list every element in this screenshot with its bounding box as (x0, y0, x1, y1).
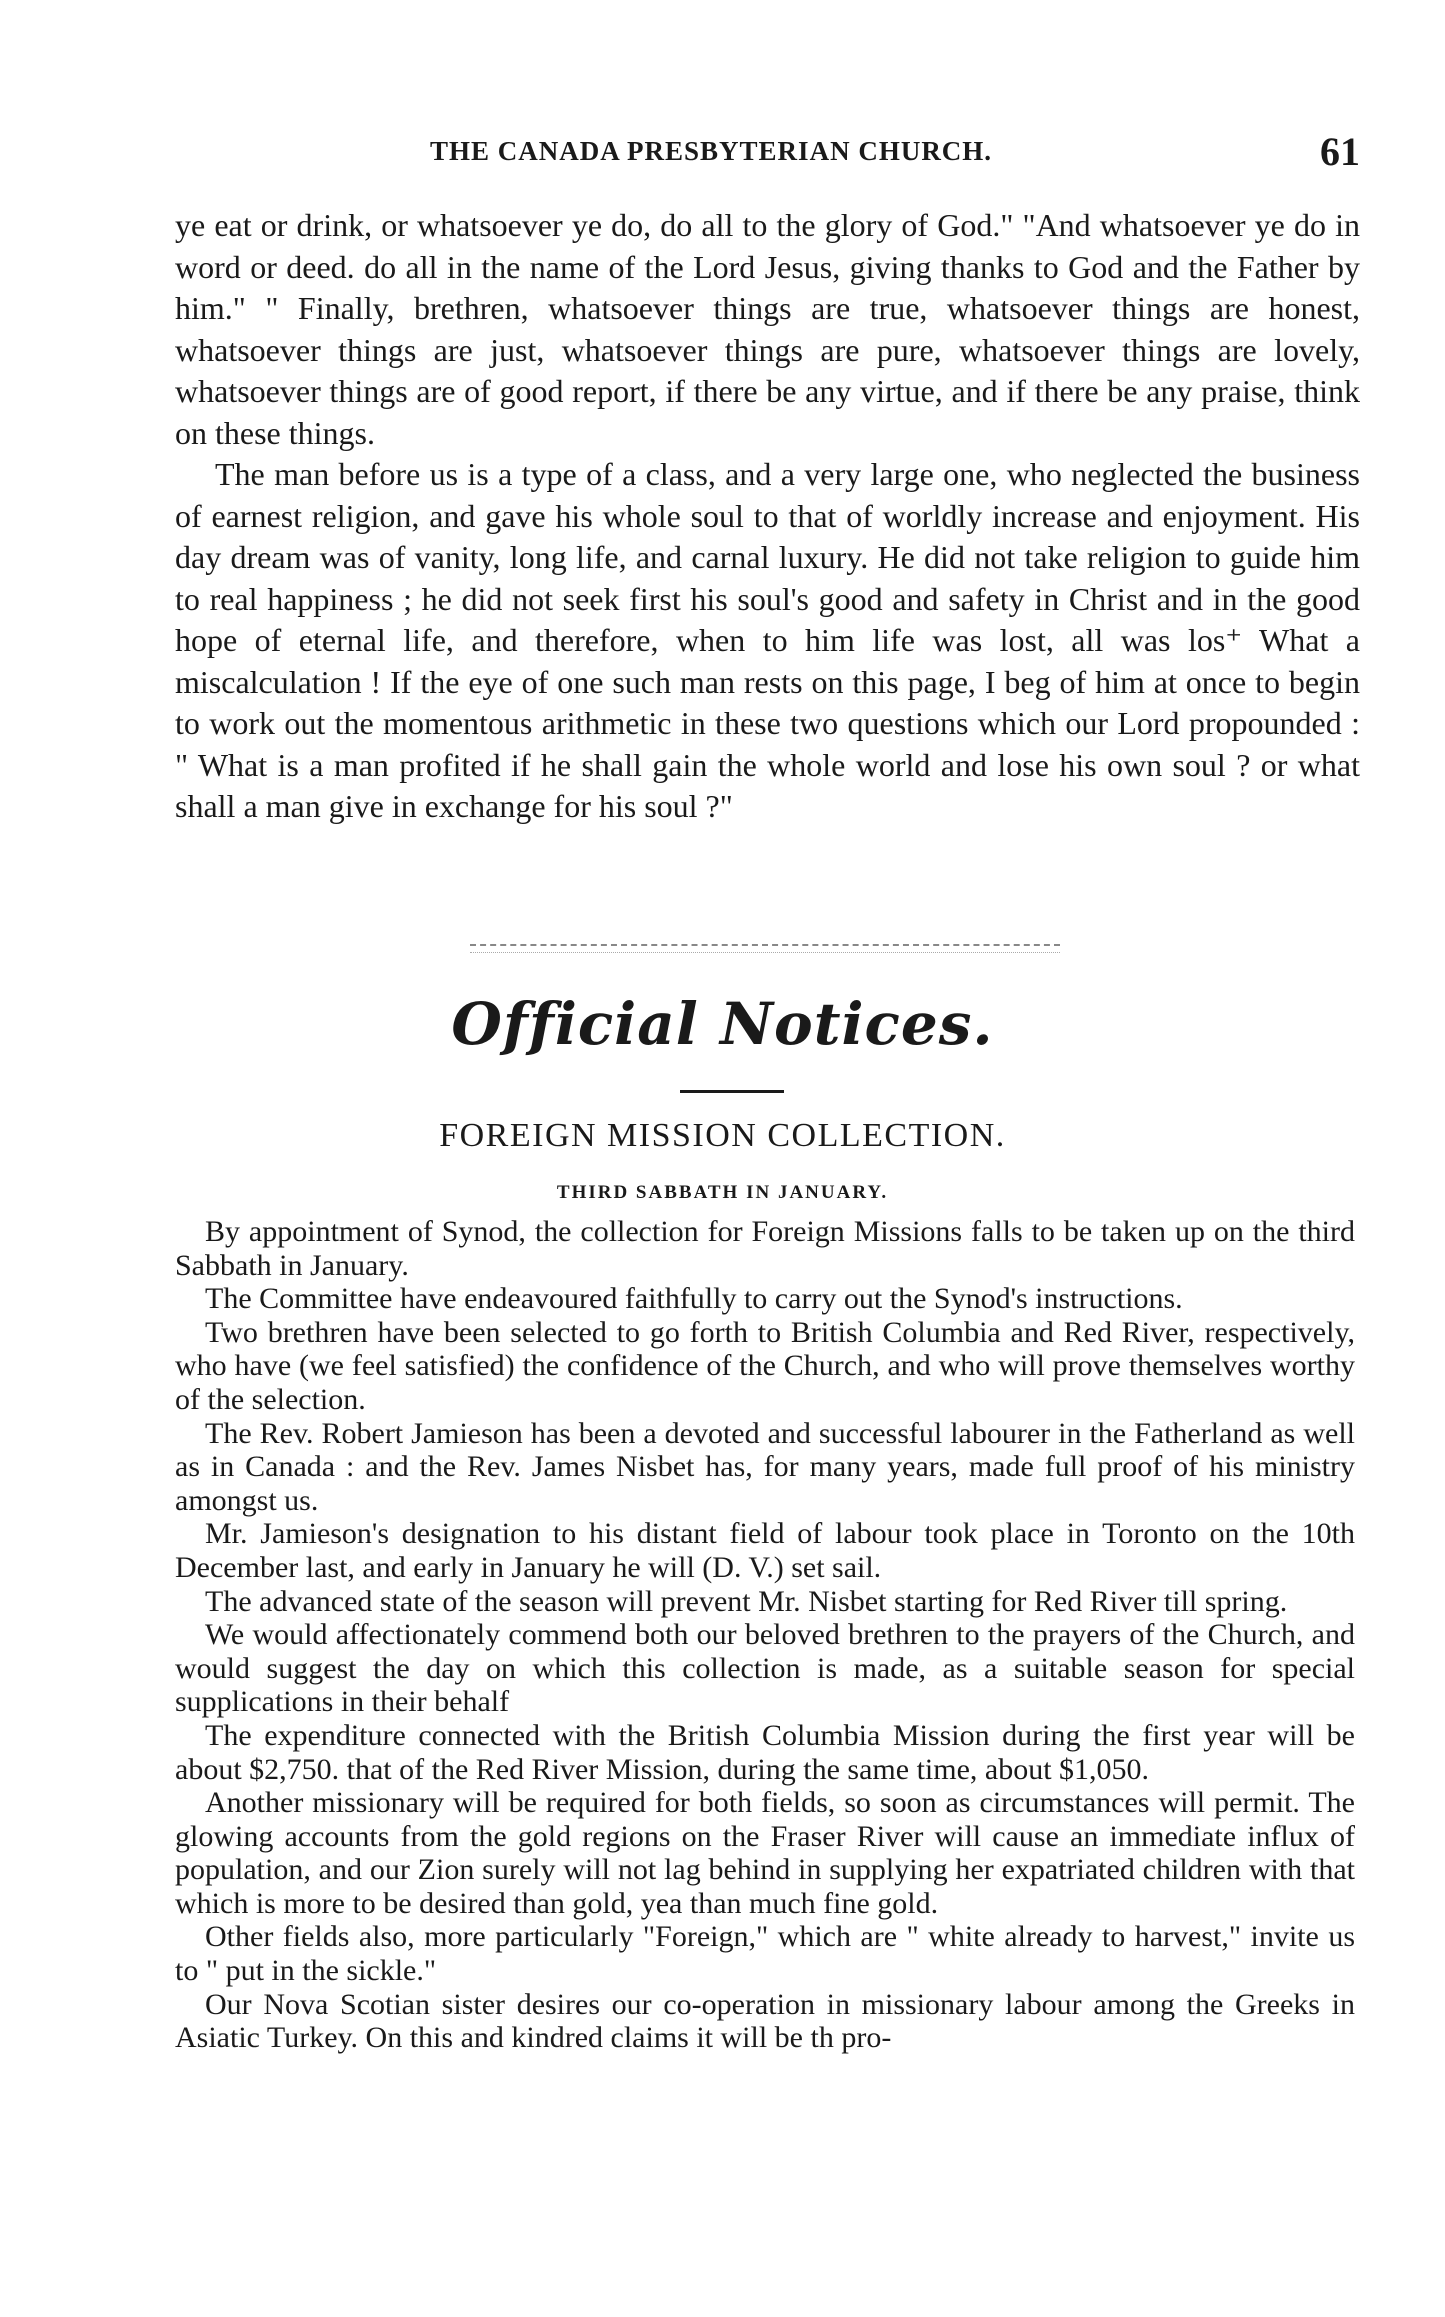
title-rule (680, 1090, 784, 1093)
notice-paragraph: We would affectionately commend both our beloved brethren to the prayers of the Church, and would suggest the day on which this collection is made, as a suitable season for special supplications in their behalf (175, 1618, 1355, 1719)
notice-paragraph: Our Nova Scotian sister desires our co-operation in missionary labour among the Greeks in Asiatic Turkey. On this and kindred claims it will be th pro- (175, 1987, 1355, 2055)
body-paragraph: The man before us is a type of a class, and a very large one, who neglected the business of earnest religion, and gave his whole soul to that of worldly increase and enjoyment. His day dream was of vanity, long life, and carnal luxury. He did not take religion to guide him to real happiness ; he did not seek first his soul's good and safety in Christ and in the good hope of eternal life, and therefore, when to him life was lost, all was los⁺ What a miscalculation ! If the eye of one such man rests on this page, I beg of him at once to begin to work out the momentous arithmetic in these two questions which our Lord propounded : " What is a man profited if he shall gain the whole world and lose his own soul ? or what shall a man give in exchange for his soul ?" (175, 456, 1360, 824)
notice-subheading: THIRD SABBATH IN JANUARY. (556, 1182, 889, 1203)
notice-paragraph: Two brethren have been selected to go forth to British Columbia and Red River, respectively, who have (we feel satisfied) the confidence of the Church, and who will prove themselves worthy of the selection. (175, 1315, 1355, 1416)
notice-paragraph: Other fields also, more particularly "Foreign," which are " white already to harvest," invite us to " put in the sickle." (175, 1920, 1355, 1988)
running-head (175, 128, 1360, 178)
notice-paragraph: The Committee have endeavoured faithfully to carry out the Synod's instructions. (205, 1282, 1183, 1316)
notice-paragraph: The expenditure connected with the British Columbia Mission during the first year will be about $2,750. that of the Red River Mission, during the same time, about $1,050. (175, 1718, 1355, 1786)
notice-paragraph: The advanced state of the season will prevent Mr. Nisbet starting for Red River till spring. (205, 1584, 1288, 1618)
running-title: THE CANADA PRESBYTERIAN CHURCH. (430, 136, 993, 166)
notice-paragraph: By appointment of Synod, the collection for Foreign Missions falls to be taken up on the third Sabbath in January. (175, 1215, 1355, 1282)
section-title: Official Notices. (451, 990, 994, 1058)
body-text (175, 205, 1360, 828)
body-paragraph: ye eat or drink, or whatsoever ye do, do all to the glory of God." "And whatsoever ye do in word or deed. do all in the name of the Lord Jesus, giving thanks to God and the Father by him." " Finally, brethren, whatsoever things are true, whatsoever things are honest, whatsoever things are just, whatsoever things are pure, whatsoever things are lovely, whatsoever things are of good report, if there be any virtue, and if there be any praise, think on these things. (175, 207, 1360, 451)
notice-paragraph: Mr. Jamieson's designation to his distant field of labour took place in Toronto on the 10th December last, and early in January he will (D. V.) set sail. (175, 1517, 1355, 1584)
notice-paragraph: Another missionary will be required for both fields, so soon as circumstances will permit. The glowing accounts from the gold regions on the Fraser River will cause an immediate influx of population, and our Zion surely will not lag behind in supplying her expatriated children with that which is more to be desired than gold, yea than much fine gold. (175, 1786, 1355, 1920)
page-number: 61 (1320, 129, 1360, 174)
ornamental-divider (470, 944, 1060, 953)
notice-heading: FOREIGN MISSION COLLECTION. (439, 1117, 1006, 1154)
notice-text (175, 1215, 1355, 2055)
notice-paragraph: The Rev. Robert Jamieson has been a devoted and successful labourer in the Fatherland as well as in Canada : and the Rev. James Nisbet has, for many years, made full proof of his ministry amongst us. (175, 1416, 1355, 1517)
